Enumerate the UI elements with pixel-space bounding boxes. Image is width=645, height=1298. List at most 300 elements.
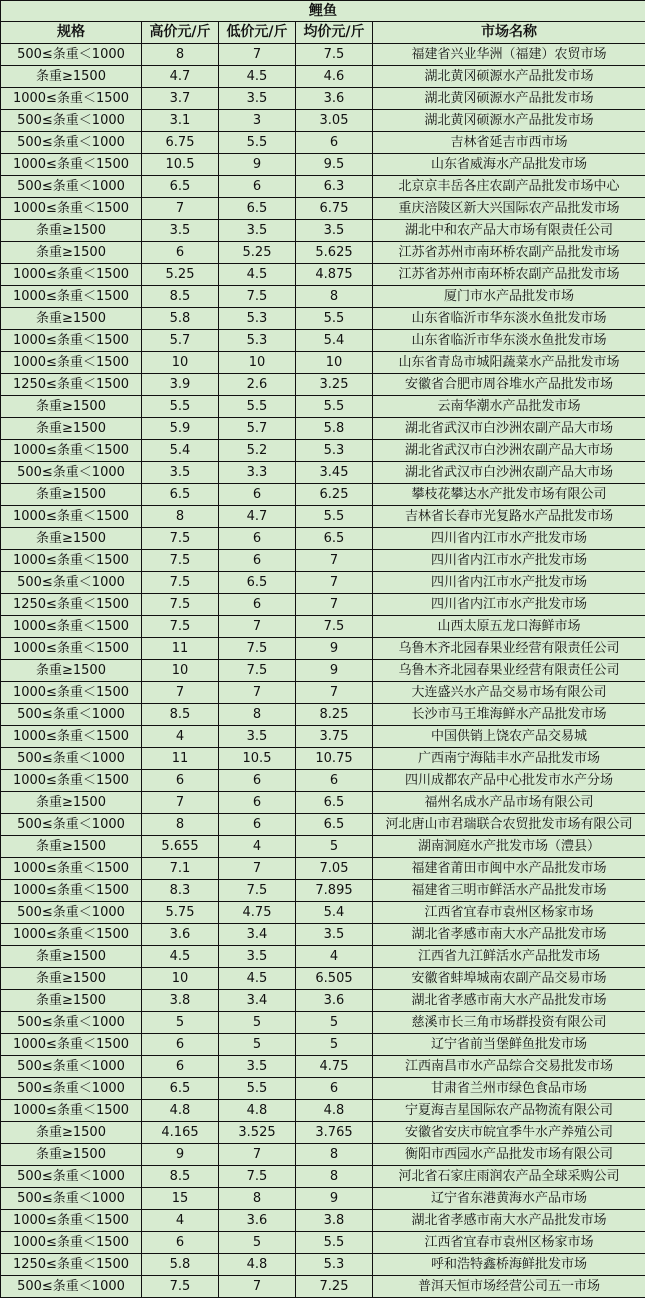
cell-market-name: 山东省青岛市城阳蔬菜水产品批发市场	[373, 352, 645, 374]
cell-high-price: 4	[142, 726, 219, 748]
cell-spec: 条重≥1500	[1, 660, 142, 682]
cell-low-price: 7	[219, 682, 296, 704]
cell-market-name: 江苏省苏州市南环桥农副产品批发市场	[373, 242, 645, 264]
cell-avg-price: 6	[296, 132, 373, 154]
table-row	[1, 902, 645, 924]
cell-market-name: 福州名成水产品市场有限公司	[373, 792, 645, 814]
cell-spec: 条重≥1500	[1, 396, 142, 418]
table-row	[1, 924, 645, 946]
cell-low-price: 6.5	[219, 572, 296, 594]
table-row	[1, 462, 645, 484]
table-row	[1, 242, 645, 264]
cell-avg-price: 4	[296, 946, 373, 968]
cell-avg-price: 5.5	[296, 506, 373, 528]
cell-low-price: 10.5	[219, 748, 296, 770]
cell-high-price: 7	[142, 792, 219, 814]
cell-avg-price: 4.75	[296, 1056, 373, 1078]
cell-market-name: 乌鲁木齐北园春果业经营有限责任公司	[373, 660, 645, 682]
cell-low-price: 7	[219, 1276, 296, 1298]
cell-avg-price: 3.6	[296, 88, 373, 110]
cell-market-name: 河北唐山市君瑞联合农贸批发市场有限公司	[373, 814, 645, 836]
cell-high-price: 15	[142, 1188, 219, 1210]
cell-low-price: 5	[219, 1034, 296, 1056]
cell-low-price: 3.3	[219, 462, 296, 484]
cell-low-price: 3.5	[219, 88, 296, 110]
table-row	[1, 1056, 645, 1078]
cell-high-price: 5.7	[142, 330, 219, 352]
cell-high-price: 7.5	[142, 594, 219, 616]
table-row	[1, 44, 645, 66]
cell-avg-price: 5.3	[296, 1254, 373, 1276]
cell-low-price: 5.3	[219, 330, 296, 352]
cell-avg-price: 3.765	[296, 1122, 373, 1144]
cell-avg-price: 5.5	[296, 396, 373, 418]
table-row	[1, 968, 645, 990]
cell-low-price: 10	[219, 352, 296, 374]
cell-spec: 500≤条重＜1000	[1, 572, 142, 594]
cell-avg-price: 7	[296, 682, 373, 704]
cell-low-price: 3.5	[219, 946, 296, 968]
cell-low-price: 4.5	[219, 968, 296, 990]
cell-avg-price: 5.8	[296, 418, 373, 440]
cell-high-price: 8	[142, 814, 219, 836]
cell-spec: 条重≥1500	[1, 242, 142, 264]
table-row	[1, 440, 645, 462]
table-row	[1, 1034, 645, 1056]
table-row	[1, 110, 645, 132]
cell-avg-price: 9	[296, 638, 373, 660]
table-row	[1, 836, 645, 858]
cell-spec: 1250≤条重＜1500	[1, 374, 142, 396]
cell-high-price: 7.5	[142, 1276, 219, 1298]
cell-market-name: 大连盛兴水产品交易市场有限公司	[373, 682, 645, 704]
table-row	[1, 352, 645, 374]
cell-high-price: 8	[142, 506, 219, 528]
cell-market-name: 江西省宜春市袁州区杨家市场	[373, 1232, 645, 1254]
cell-market-name: 湖北中和农产品大市场有限责任公司	[373, 220, 645, 242]
cell-avg-price: 8.25	[296, 704, 373, 726]
table-row	[1, 374, 645, 396]
cell-market-name: 四川成都农产品中心批发市水产分场	[373, 770, 645, 792]
table-row	[1, 880, 645, 902]
cell-high-price: 8.3	[142, 880, 219, 902]
table-body	[1, 44, 645, 1298]
cell-avg-price: 7	[296, 550, 373, 572]
table-row	[1, 704, 645, 726]
cell-avg-price: 7.5	[296, 616, 373, 638]
cell-market-name: 甘肃省兰州市绿色食品市场	[373, 1078, 645, 1100]
cell-market-name: 四川省内江市水产批发市场	[373, 550, 645, 572]
cell-avg-price: 4.875	[296, 264, 373, 286]
cell-spec: 条重≥1500	[1, 220, 142, 242]
cell-low-price: 7	[219, 1144, 296, 1166]
cell-high-price: 7	[142, 682, 219, 704]
cell-low-price: 4.7	[219, 506, 296, 528]
cell-spec: 条重≥1500	[1, 484, 142, 506]
cell-low-price: 7.5	[219, 286, 296, 308]
table-row	[1, 484, 645, 506]
cell-low-price: 5.2	[219, 440, 296, 462]
header-avg-price: 均价元/斤	[296, 22, 373, 44]
cell-low-price: 6.5	[219, 198, 296, 220]
cell-market-name: 吉林省长春市光复路水产品批发市场	[373, 506, 645, 528]
cell-low-price: 6	[219, 792, 296, 814]
cell-high-price: 3.6	[142, 924, 219, 946]
cell-avg-price: 7.5	[296, 44, 373, 66]
table-row	[1, 132, 645, 154]
cell-low-price: 4.8	[219, 1254, 296, 1276]
cell-market-name: 安徽省安庆市皖宜季牛水产养殖公司	[373, 1122, 645, 1144]
cell-spec: 500≤条重＜1000	[1, 1166, 142, 1188]
cell-avg-price: 3.25	[296, 374, 373, 396]
cell-high-price: 10	[142, 968, 219, 990]
cell-avg-price: 5.4	[296, 902, 373, 924]
cell-avg-price: 10	[296, 352, 373, 374]
cell-avg-price: 3.8	[296, 1210, 373, 1232]
cell-spec: 1000≤条重＜1500	[1, 1210, 142, 1232]
cell-high-price: 7.1	[142, 858, 219, 880]
cell-low-price: 7	[219, 44, 296, 66]
cell-avg-price: 6.3	[296, 176, 373, 198]
cell-low-price: 6	[219, 176, 296, 198]
cell-high-price: 8.5	[142, 704, 219, 726]
table-row	[1, 154, 645, 176]
cell-avg-price: 9	[296, 1188, 373, 1210]
cell-spec: 1000≤条重＜1500	[1, 88, 142, 110]
cell-spec: 1000≤条重＜1500	[1, 550, 142, 572]
cell-spec: 1000≤条重＜1500	[1, 880, 142, 902]
cell-avg-price: 6.5	[296, 792, 373, 814]
table-row	[1, 990, 645, 1012]
cell-avg-price: 6.5	[296, 528, 373, 550]
cell-spec: 条重≥1500	[1, 990, 142, 1012]
cell-high-price: 5.8	[142, 308, 219, 330]
cell-market-name: 湖北省武汉市白沙洲农副产品大市场	[373, 440, 645, 462]
table-row	[1, 638, 645, 660]
cell-high-price: 3.5	[142, 220, 219, 242]
table-row	[1, 1078, 645, 1100]
cell-low-price: 8	[219, 1188, 296, 1210]
cell-spec: 500≤条重＜1000	[1, 176, 142, 198]
cell-high-price: 8.5	[142, 1166, 219, 1188]
cell-high-price: 5.655	[142, 836, 219, 858]
table-row	[1, 726, 645, 748]
cell-avg-price: 6.25	[296, 484, 373, 506]
cell-market-name: 乌鲁木齐北园春果业经营有限责任公司	[373, 638, 645, 660]
cell-avg-price: 6.75	[296, 198, 373, 220]
cell-spec: 条重≥1500	[1, 968, 142, 990]
cell-low-price: 5.5	[219, 396, 296, 418]
cell-market-name: 呼和浩特鑫桥海鲜批发市场	[373, 1254, 645, 1276]
cell-spec: 1000≤条重＜1500	[1, 924, 142, 946]
table-row	[1, 396, 645, 418]
cell-high-price: 3.5	[142, 462, 219, 484]
cell-spec: 500≤条重＜1000	[1, 902, 142, 924]
cell-market-name: 慈溪市长三角市场群投资有限公司	[373, 1012, 645, 1034]
cell-spec: 1000≤条重＜1500	[1, 1232, 142, 1254]
cell-high-price: 6	[142, 242, 219, 264]
table-row	[1, 814, 645, 836]
table-title: 鲤鱼	[1, 1, 645, 22]
cell-market-name: 云南华潮水产品批发市场	[373, 396, 645, 418]
cell-spec: 条重≥1500	[1, 528, 142, 550]
cell-avg-price: 7.05	[296, 858, 373, 880]
table-row	[1, 946, 645, 968]
cell-high-price: 5.25	[142, 264, 219, 286]
table-row	[1, 220, 645, 242]
table-row	[1, 330, 645, 352]
cell-avg-price: 3.75	[296, 726, 373, 748]
cell-low-price: 4.75	[219, 902, 296, 924]
cell-low-price: 6	[219, 528, 296, 550]
cell-low-price: 5.5	[219, 1078, 296, 1100]
cell-high-price: 6	[142, 1034, 219, 1056]
cell-market-name: 山东省威海水产品批发市场	[373, 154, 645, 176]
cell-low-price: 3	[219, 110, 296, 132]
cell-high-price: 5.9	[142, 418, 219, 440]
table-row	[1, 198, 645, 220]
cell-spec: 500≤条重＜1000	[1, 44, 142, 66]
cell-high-price: 7.5	[142, 528, 219, 550]
cell-low-price: 7	[219, 858, 296, 880]
cell-market-name: 山东省临沂市华东淡水鱼批发市场	[373, 308, 645, 330]
cell-low-price: 7.5	[219, 660, 296, 682]
cell-high-price: 11	[142, 748, 219, 770]
cell-high-price: 4.165	[142, 1122, 219, 1144]
cell-low-price: 7	[219, 616, 296, 638]
cell-avg-price: 5.5	[296, 1232, 373, 1254]
cell-avg-price: 3.45	[296, 462, 373, 484]
cell-high-price: 11	[142, 638, 219, 660]
cell-avg-price: 8	[296, 1166, 373, 1188]
cell-low-price: 7.5	[219, 1166, 296, 1188]
cell-spec: 1250≤条重＜1500	[1, 594, 142, 616]
table-row	[1, 418, 645, 440]
cell-high-price: 6	[142, 770, 219, 792]
cell-avg-price: 5.3	[296, 440, 373, 462]
cell-low-price: 7.5	[219, 638, 296, 660]
table-row	[1, 1166, 645, 1188]
cell-market-name: 江西省九江鲜活水产品批发市场	[373, 946, 645, 968]
table-row	[1, 858, 645, 880]
cell-spec: 500≤条重＜1000	[1, 1012, 142, 1034]
cell-high-price: 6.5	[142, 1078, 219, 1100]
cell-market-name: 重庆涪陵区新大兴国际农产品批发市场	[373, 198, 645, 220]
cell-avg-price: 7	[296, 572, 373, 594]
cell-avg-price: 5	[296, 1034, 373, 1056]
cell-spec: 条重≥1500	[1, 1122, 142, 1144]
cell-market-name: 山西太原五龙口海鲜市场	[373, 616, 645, 638]
cell-high-price: 10	[142, 660, 219, 682]
cell-low-price: 3.5	[219, 1056, 296, 1078]
table-row	[1, 1254, 645, 1276]
table-row	[1, 1210, 645, 1232]
table-row	[1, 682, 645, 704]
cell-low-price: 9	[219, 154, 296, 176]
cell-spec: 1000≤条重＜1500	[1, 1034, 142, 1056]
cell-high-price: 7.5	[142, 616, 219, 638]
cell-low-price: 4.8	[219, 1100, 296, 1122]
cell-spec: 1000≤条重＜1500	[1, 858, 142, 880]
cell-market-name: 广西南宁海陆丰水产品批发市场	[373, 748, 645, 770]
cell-high-price: 3.7	[142, 88, 219, 110]
cell-high-price: 4.5	[142, 946, 219, 968]
cell-low-price: 2.6	[219, 374, 296, 396]
cell-market-name: 安徽省合肥市周谷堆水产品批发市场	[373, 374, 645, 396]
cell-market-name: 四川省内江市水产批发市场	[373, 572, 645, 594]
table-row	[1, 1100, 645, 1122]
table-row	[1, 594, 645, 616]
cell-low-price: 3.6	[219, 1210, 296, 1232]
cell-high-price: 7	[142, 198, 219, 220]
cell-market-name: 福建省莆田市闽中水产品批发市场	[373, 858, 645, 880]
cell-spec: 500≤条重＜1000	[1, 110, 142, 132]
cell-high-price: 10.5	[142, 154, 219, 176]
table-row	[1, 528, 645, 550]
cell-spec: 500≤条重＜1000	[1, 132, 142, 154]
cell-low-price: 6	[219, 814, 296, 836]
cell-avg-price: 5.625	[296, 242, 373, 264]
table-row	[1, 176, 645, 198]
cell-spec: 500≤条重＜1000	[1, 462, 142, 484]
cell-spec: 1000≤条重＜1500	[1, 330, 142, 352]
cell-avg-price: 6	[296, 770, 373, 792]
cell-market-name: 衡阳市西园水产品批发市场有限公司	[373, 1144, 645, 1166]
cell-low-price: 6	[219, 484, 296, 506]
cell-low-price: 5.3	[219, 308, 296, 330]
cell-low-price: 3.4	[219, 924, 296, 946]
cell-high-price: 5.5	[142, 396, 219, 418]
cell-market-name: 福建省兴业华洲（福建）农贸市场	[373, 44, 645, 66]
cell-avg-price: 6	[296, 1078, 373, 1100]
cell-spec: 1000≤条重＜1500	[1, 198, 142, 220]
cell-market-name: 湖北省武汉市白沙洲农副产品大市场	[373, 418, 645, 440]
cell-market-name: 四川省内江市水产批发市场	[373, 594, 645, 616]
cell-market-name: 江苏省苏州市南环桥农副产品批发市场	[373, 264, 645, 286]
cell-spec: 1000≤条重＜1500	[1, 506, 142, 528]
table-row	[1, 616, 645, 638]
cell-low-price: 5	[219, 1232, 296, 1254]
cell-market-name: 攀枝花攀达水产批发市场有限公司	[373, 484, 645, 506]
table-row	[1, 748, 645, 770]
cell-market-name: 中国供销上饶农产品交易城	[373, 726, 645, 748]
table-row	[1, 264, 645, 286]
cell-high-price: 3.1	[142, 110, 219, 132]
cell-spec: 1000≤条重＜1500	[1, 770, 142, 792]
cell-avg-price: 8	[296, 1144, 373, 1166]
cell-avg-price: 5	[296, 836, 373, 858]
cell-market-name: 厦门市水产品批发市场	[373, 286, 645, 308]
cell-avg-price: 3.6	[296, 990, 373, 1012]
cell-spec: 500≤条重＜1000	[1, 1056, 142, 1078]
cell-spec: 条重≥1500	[1, 1144, 142, 1166]
table-row	[1, 506, 645, 528]
table-row	[1, 1276, 645, 1298]
cell-market-name: 长沙市马王堆海鲜水产品批发市场	[373, 704, 645, 726]
table-row	[1, 1122, 645, 1144]
cell-avg-price: 5.5	[296, 308, 373, 330]
cell-market-name: 四川省内江市水产批发市场	[373, 528, 645, 550]
cell-high-price: 6.5	[142, 484, 219, 506]
cell-high-price: 5.8	[142, 1254, 219, 1276]
cell-market-name: 湖南洞庭水产批发市场（澧县）	[373, 836, 645, 858]
cell-high-price: 3.8	[142, 990, 219, 1012]
cell-market-name: 江西省宜春市袁州区杨家市场	[373, 902, 645, 924]
cell-low-price: 4.5	[219, 264, 296, 286]
cell-low-price: 3.4	[219, 990, 296, 1012]
cell-market-name: 湖北省孝感市南大水产品批发市场	[373, 924, 645, 946]
cell-low-price: 8	[219, 704, 296, 726]
cell-spec: 条重≥1500	[1, 66, 142, 88]
cell-high-price: 6.75	[142, 132, 219, 154]
cell-avg-price: 10.75	[296, 748, 373, 770]
cell-high-price: 9	[142, 1144, 219, 1166]
cell-low-price: 6	[219, 594, 296, 616]
cell-high-price: 7.5	[142, 550, 219, 572]
table-row	[1, 286, 645, 308]
cell-market-name: 湖北省孝感市南大水产品批发市场	[373, 1210, 645, 1232]
table-row	[1, 1232, 645, 1254]
cell-avg-price: 3.5	[296, 924, 373, 946]
cell-spec: 条重≥1500	[1, 308, 142, 330]
cell-spec: 500≤条重＜1000	[1, 748, 142, 770]
cell-market-name: 河北省石家庄雨润农产品全球采购公司	[373, 1166, 645, 1188]
cell-avg-price: 7.25	[296, 1276, 373, 1298]
cell-spec: 1000≤条重＜1500	[1, 352, 142, 374]
cell-low-price: 5.25	[219, 242, 296, 264]
cell-spec: 1000≤条重＜1500	[1, 726, 142, 748]
table-row	[1, 1012, 645, 1034]
header-row	[1, 22, 645, 44]
cell-avg-price: 8	[296, 286, 373, 308]
table-row	[1, 66, 645, 88]
cell-avg-price: 5.4	[296, 330, 373, 352]
cell-high-price: 4	[142, 1210, 219, 1232]
cell-high-price: 5	[142, 1012, 219, 1034]
cell-low-price: 4.5	[219, 66, 296, 88]
table-row	[1, 1188, 645, 1210]
cell-high-price: 7.5	[142, 572, 219, 594]
cell-high-price: 5.75	[142, 902, 219, 924]
cell-spec: 1000≤条重＜1500	[1, 154, 142, 176]
cell-spec: 条重≥1500	[1, 946, 142, 968]
cell-spec: 500≤条重＜1000	[1, 1276, 142, 1298]
cell-avg-price: 3.5	[296, 220, 373, 242]
cell-low-price: 3.5	[219, 726, 296, 748]
header-market-name: 市场名称	[373, 22, 645, 44]
table-row	[1, 792, 645, 814]
cell-market-name: 山东省临沂市华东淡水鱼批发市场	[373, 330, 645, 352]
cell-spec: 条重≥1500	[1, 792, 142, 814]
cell-low-price: 6	[219, 550, 296, 572]
cell-spec: 500≤条重＜1000	[1, 704, 142, 726]
cell-market-name: 北京京丰岳各庄农副产品批发市场中心	[373, 176, 645, 198]
cell-spec: 1000≤条重＜1500	[1, 1100, 142, 1122]
cell-spec: 1000≤条重＜1500	[1, 286, 142, 308]
cell-high-price: 6	[142, 1232, 219, 1254]
cell-market-name: 江西南昌市水产品综合交易批发市场	[373, 1056, 645, 1078]
cell-spec: 1000≤条重＜1500	[1, 616, 142, 638]
cell-avg-price: 9.5	[296, 154, 373, 176]
table-row	[1, 308, 645, 330]
cell-avg-price: 3.05	[296, 110, 373, 132]
header-spec: 规格	[1, 22, 142, 44]
cell-high-price: 4.8	[142, 1100, 219, 1122]
cell-high-price: 6	[142, 1056, 219, 1078]
table-row	[1, 572, 645, 594]
table-row	[1, 1144, 645, 1166]
cell-avg-price: 9	[296, 660, 373, 682]
